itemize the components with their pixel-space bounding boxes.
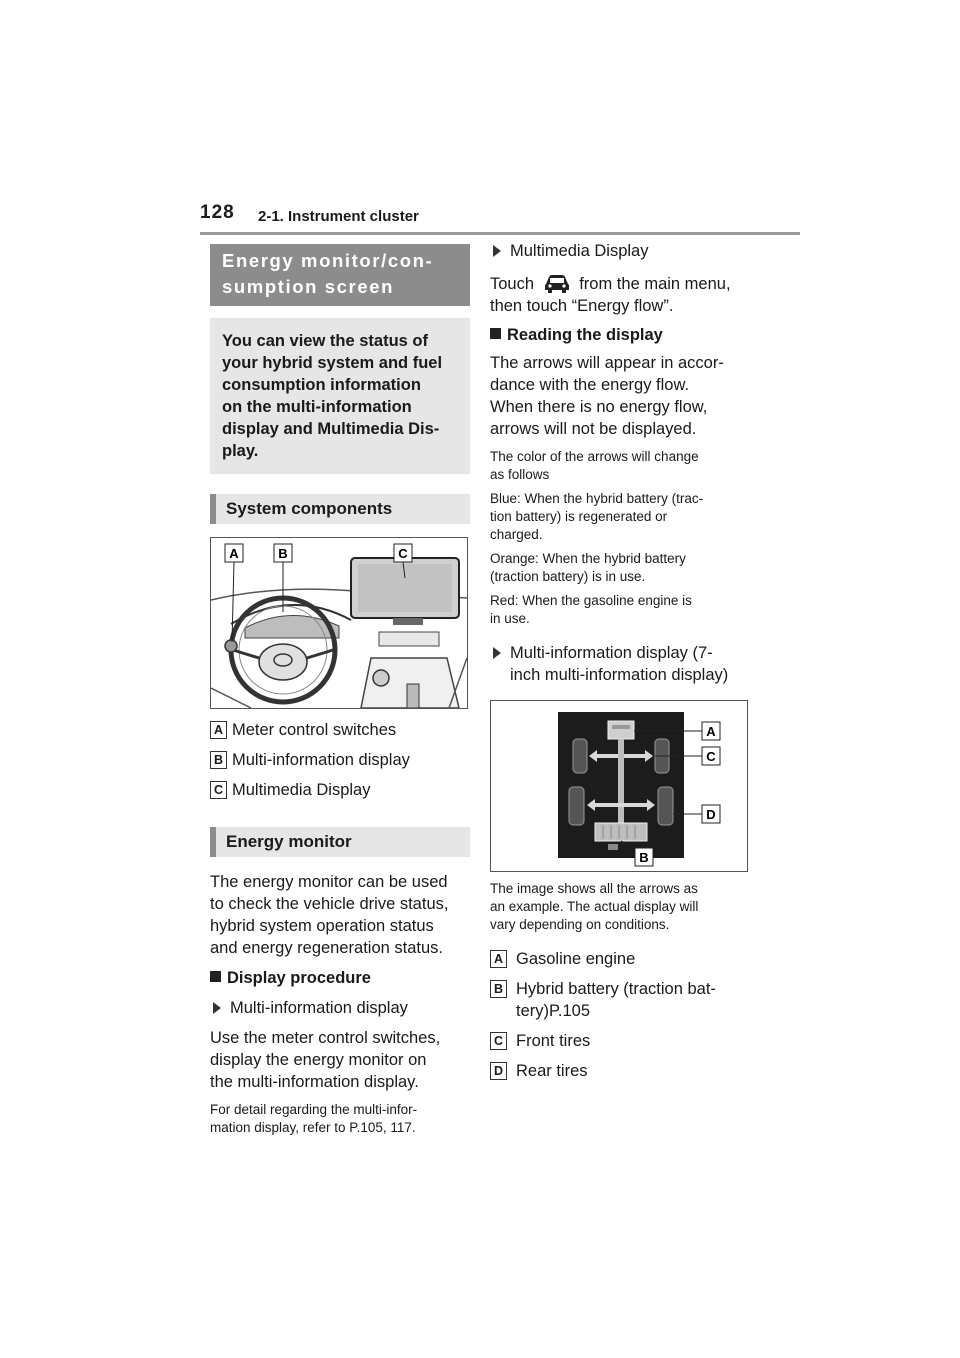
page-number: 128: [200, 202, 235, 223]
page-header: [200, 200, 800, 236]
color-red: [490, 592, 760, 628]
text-line: charged.: [490, 527, 543, 542]
triangle-bullet-icon: [493, 647, 501, 659]
text-line: (traction battery) is in use.: [490, 569, 646, 584]
label-letter: B: [210, 751, 227, 769]
text-line: then touch “Energy flow”.: [490, 297, 674, 315]
intro-line: your hybrid system and fuel: [222, 354, 443, 372]
dashboard-drawing: [211, 538, 467, 708]
energy-intro: [210, 871, 470, 959]
header-rule: [200, 232, 800, 235]
list-item: [210, 719, 470, 741]
intro-line: play.: [222, 442, 259, 460]
mid-item: Multi-information display: [210, 997, 470, 1019]
illus-label-b: B: [278, 546, 288, 561]
text-line: mation display, refer to P.105, 117.: [210, 1120, 416, 1135]
dashboard-illustration: [210, 537, 468, 709]
text-line: The color of the arrows will change: [490, 449, 699, 464]
component-text: Multimedia Display: [232, 781, 371, 799]
image-caption: [490, 880, 760, 934]
component-list: [210, 719, 470, 801]
text-line: When there is no energy flow,: [490, 398, 708, 416]
triangle-bullet-icon: [213, 1002, 221, 1014]
component-text: Multi-information display: [232, 751, 410, 769]
intro-line: consumption information: [222, 376, 421, 394]
banner-line: sumption screen: [222, 276, 395, 297]
text-line: vary depending on conditions.: [490, 917, 670, 932]
text-line: dance with the energy flow.: [490, 376, 690, 394]
energy-flow-drawing: [491, 701, 747, 871]
reading-text: [490, 352, 760, 440]
text-line: Touch from the main menu,: [490, 275, 731, 293]
reading-heading: Reading the display: [490, 324, 760, 346]
text-line: Orange: When the hybrid battery: [490, 551, 686, 566]
system-components-heading: System components: [210, 494, 470, 524]
label-letter: A: [490, 950, 507, 968]
legend-text: tery)P.105: [516, 1002, 590, 1020]
text-line: inch multi-information display): [510, 666, 729, 684]
text-line: For detail regarding the multi-infor-: [210, 1102, 418, 1117]
text-line: The arrows will appear in accor-: [490, 354, 724, 372]
right-column: [490, 240, 760, 1090]
color-intro: [490, 448, 760, 484]
list-item: [210, 779, 470, 801]
banner-line: Energy monitor/con-: [222, 250, 434, 271]
text-line: Use the meter control switches,: [210, 1029, 441, 1047]
text-line: The image shows all the arrows as: [490, 881, 698, 896]
label-letter: D: [490, 1062, 507, 1080]
triangle-bullet-icon: [493, 245, 501, 257]
section-title: 2-1. Instrument cluster: [258, 208, 419, 225]
text-line: the multi-information display.: [210, 1073, 419, 1091]
energy-label-d: D: [706, 807, 716, 822]
energy-monitor-heading: Energy monitor: [210, 827, 470, 857]
text-line: in use.: [490, 611, 530, 626]
color-orange: [490, 550, 760, 586]
legend-text: Front tires: [516, 1032, 591, 1050]
illus-label-c: C: [398, 546, 408, 561]
legend-text: Rear tires: [516, 1062, 588, 1080]
touch-instruction: [490, 273, 760, 317]
multimedia-item: Multimedia Display: [490, 240, 760, 262]
square-bullet-icon: [490, 328, 501, 339]
energy-legend: [490, 948, 760, 1082]
list-item: [490, 978, 760, 1022]
label-letter: A: [210, 721, 227, 739]
text-line: and energy regeneration status.: [210, 939, 443, 957]
text-line: Red: When the gasoline engine is: [490, 593, 692, 608]
illus-label-a: A: [229, 546, 239, 561]
square-bullet-icon: [210, 971, 221, 982]
list-item: [490, 1060, 760, 1082]
intro-box: [210, 318, 470, 474]
energy-label-b: B: [639, 850, 649, 865]
left-column: [210, 244, 470, 1137]
energy-label-a: A: [706, 724, 716, 739]
mid-note: [210, 1101, 470, 1137]
intro-line: display and Multimedia Dis-: [222, 420, 440, 438]
list-item: [490, 1030, 760, 1052]
component-text: Meter control switches: [232, 721, 397, 739]
text-line: Multi-information display (7-: [510, 644, 713, 662]
text-line: The energy monitor can be used: [210, 873, 448, 891]
label-letter: C: [490, 1032, 507, 1050]
color-blue: [490, 490, 760, 544]
legend-text: Gasoline engine: [516, 950, 636, 968]
mid7-item: [490, 642, 760, 686]
text-line: tion battery) is regenerated or: [490, 509, 668, 524]
list-item: [490, 948, 760, 970]
mid-text: [210, 1027, 470, 1093]
text-line: as follows: [490, 467, 550, 482]
label-letter: B: [490, 980, 507, 998]
energy-label-c: C: [706, 749, 716, 764]
text-line: Blue: When the hybrid battery (trac-: [490, 491, 704, 506]
display-procedure-heading: Display procedure: [210, 967, 470, 989]
list-item: [210, 749, 470, 771]
legend-text: Hybrid battery (traction bat-: [516, 980, 716, 998]
energy-flow-illustration: [490, 700, 748, 872]
text-line: display the energy monitor on: [210, 1051, 427, 1069]
car-icon: [543, 274, 571, 294]
section-banner: [210, 244, 470, 306]
intro-line: You can view the status of: [222, 332, 428, 350]
text-line: hybrid system operation status: [210, 917, 434, 935]
text-line: an example. The actual display will: [490, 899, 699, 914]
label-letter: C: [210, 781, 227, 799]
intro-line: on the multi-information: [222, 398, 412, 416]
text-line: to check the vehicle drive status,: [210, 895, 449, 913]
text-line: arrows will not be displayed.: [490, 420, 697, 438]
